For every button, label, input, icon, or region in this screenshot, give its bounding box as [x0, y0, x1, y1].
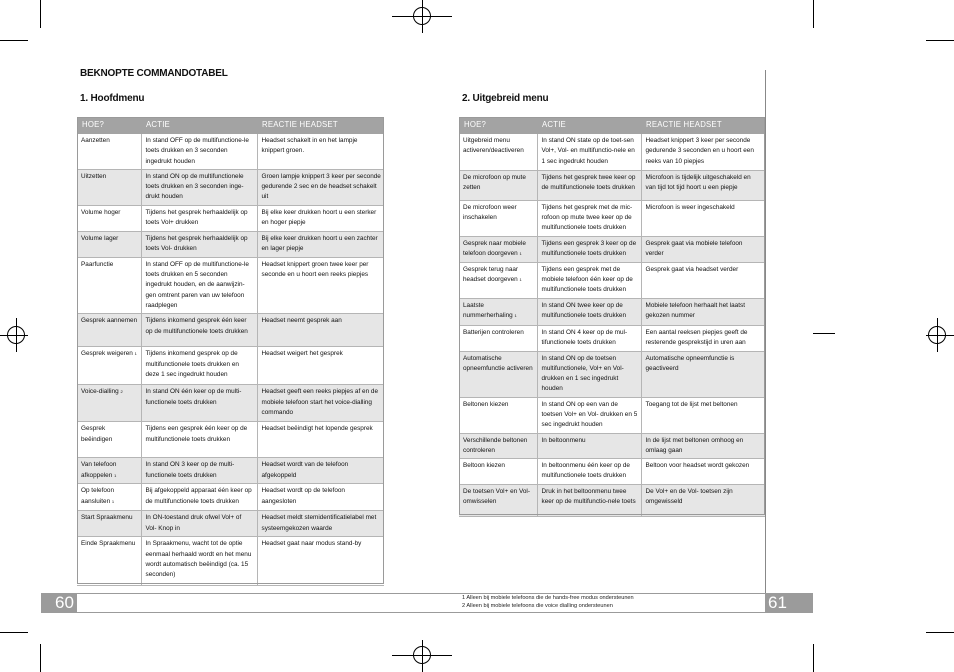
cell-hoe-text: Gesprek terug naar headset doorgeven [463, 265, 519, 283]
cell-hoe-text: Batterijen controleren [463, 328, 524, 336]
footnote: 1 Alleen bij mobiele telefoons die de hands-free modus ondersteunen [462, 595, 634, 601]
cell-actie: In beltoonmenu [537, 433, 641, 459]
cell-actie: Druk in het beltoonmenu twee keer op de multifunctio-nele toets [537, 485, 641, 517]
cell-actie: Tijdens het gesprek herhaaldelijk op toets Vol- drukken [141, 231, 257, 257]
cell-actie: In stand ON state op de toet-sen Vol+, Vol- en multifunctio-nele en 1 sec ingedrukt houden [537, 134, 641, 170]
cell-actie: Tijdens het gesprek twee keer op de multifunctionele toets drukken [537, 170, 641, 200]
section-heading-extended: 2. Uitgebreid menu [462, 93, 549, 104]
cell-actie: Tijdens het gesprek herhaaldelijk op toets Vol+ drukken [141, 205, 257, 231]
cell-hoe-text: Uitzetten [81, 172, 107, 180]
cell-actie: Tijdens een gesprek 3 keer op de multifunctionele toets drukken [537, 236, 641, 262]
cell-hoe-text: De microfoon op mute zetten [463, 173, 526, 191]
crop-mark [813, 644, 814, 672]
cell-reactie: Automatische opneemfunctie is geactiveerd [641, 351, 765, 397]
cell-hoe-text: Gesprek weigeren [81, 350, 133, 358]
cell-hoe-text: Van telefoon afkoppelen [81, 461, 117, 479]
cell-reactie: Toegang tot de lijst met beltonen [641, 397, 765, 433]
registration-mark [7, 326, 25, 344]
cell-hoe-text: Verschillende beltonen controleren [463, 436, 528, 454]
cell-actie: In stand ON op een van de toetsen Vol+ en Vol- drukken en 5 sec ingedrukt houden [537, 397, 641, 433]
cell-reactie: Headset knippert 3 keer per seconde gedurende 3 seconden en u hoort een reeks van 10 piepjes [641, 134, 765, 170]
cell-actie: In stand ON 3 keer op de multi-functionele toets drukken [141, 458, 257, 484]
cell-reactie: Headset beëindigt het lopende gesprek [257, 422, 384, 458]
page-number-left: 60 [41, 593, 77, 613]
cell-reactie: Bij elke keer drukken hoort u een sterker en hoger piepje [257, 205, 384, 231]
footer-rule [41, 593, 813, 594]
column-header: ACTIE [537, 117, 641, 134]
cell-hoe-text: Uitgebreid menu activeren/deactiveren [463, 137, 524, 155]
cell-reactie: Gesprek gaat via headset verder [641, 262, 765, 298]
cell-actie: In Spraakmenu, wacht tot de optie eenmaal herhaald wordt en het menu wordt automatisch beëindigd (ca. 15 seconden) [141, 537, 257, 586]
cell-reactie: Microfoon is tijdelijk uitgeschakeld en van tijd tot tijd hoort u een piepje [641, 170, 765, 200]
cell-actie: Bij afgekoppeld apparaat één keer op de multifunctionele toets drukken [141, 484, 257, 511]
cell-hoe-text: Beltonen kiezen [463, 400, 509, 408]
cell-hoe-text: Einde Spraakmenu [81, 540, 136, 548]
crop-mark [0, 632, 28, 633]
registration-mark [813, 333, 835, 334]
cell-reactie: Beltoon voor headset wordt gekozen [641, 459, 765, 485]
cell-actie: In stand ON op de multifunctionele toets drukken en 3 seconden inge-drukt houden [141, 169, 257, 205]
cell-hoe-text: Paarfunctie [81, 260, 114, 268]
cell-actie: In ON-toestand druk ofwel Vol+ of Vol- Knop in [141, 511, 257, 537]
footnote-ref: 1 [134, 351, 137, 357]
cell-actie: Tijdens een gesprek met de mobiele telefoon één keer op de multifunctionele toets drukken [537, 262, 641, 298]
cell-reactie: In de lijst met beltonen omhoog en omlaag gaan [641, 433, 765, 459]
cell-reactie: Headset weigert het gesprek [257, 347, 384, 385]
footnote: 2 Alleen bij mobiele telefoons die voice dialling ondersteunen [462, 603, 613, 609]
cell-reactie: Headset geeft een reeks piepjes af en de mobiele telefoon start het voice-dialling commando [257, 385, 384, 422]
cell-reactie: Gesprek gaat via mobiele telefoon verder [641, 236, 765, 262]
cell-reactie: Headset neemt gesprek aan [257, 314, 384, 347]
crop-mark [926, 632, 954, 633]
crop-mark [40, 0, 41, 28]
cell-hoe-text: Op telefoon aansluiten [81, 487, 115, 505]
registration-mark [413, 646, 431, 664]
footnote-ref: 1 [514, 312, 517, 318]
cell-hoe-text: Volume hoger [81, 208, 121, 216]
cell-reactie: Headset meldt stemidentificatielabel met systeemgekozen waarde [257, 511, 384, 537]
cell-reactie: Headset knippert groen twee keer per seconde en u hoort een reeks piepjes [257, 257, 384, 313]
cell-reactie: Headset gaat naar modus stand-by [257, 537, 384, 586]
crop-mark [40, 644, 41, 672]
crop-mark [926, 40, 954, 41]
cell-reactie: Microfoon is weer ingeschakeld [641, 200, 765, 236]
registration-mark [928, 326, 946, 344]
cell-actie: Tijdens inkomend gesprek op de multifunctionele toets drukken en deze 1 sec ingedrukt houden [141, 347, 257, 385]
cell-hoe-text: Laatste nummerherhaling [463, 301, 513, 319]
column-header: ACTIE [141, 117, 257, 134]
main-table-frame [77, 117, 384, 584]
cell-hoe-text: Gesprek aannemen [81, 317, 138, 325]
page-number-right: 61 [765, 593, 813, 613]
cell-hoe-text: Gesprek beëindigen [81, 425, 113, 443]
registration-mark [413, 7, 431, 25]
cell-reactie: Headset wordt van de telefoon afgekoppeld [257, 458, 384, 484]
cell-reactie: Mobiele telefoon herhaalt het laatst gekozen nummer [641, 298, 765, 325]
cell-reactie: Groen lampje knippert 3 keer per seconde gedurende 2 sec en de headset schakelt uit [257, 169, 384, 205]
footer-rule [41, 612, 813, 613]
section-heading-main: 1. Hoofdmenu [80, 93, 145, 104]
cell-actie: In stand OFF op de multifunctione-le toets drukken en 3 seconden ingedrukt houden [141, 134, 257, 169]
cell-hoe-text: Voice-dialling [81, 388, 119, 396]
cell-hoe-text: Gesprek naar mobiele telefoon doorgeven [463, 239, 526, 257]
column-header: HOE? [459, 117, 537, 134]
cell-hoe-text: Aanzetten [81, 137, 110, 144]
cell-reactie: Headset wordt op de telefoon aangesloten [257, 484, 384, 511]
crop-mark [0, 40, 28, 41]
cell-actie: Tijdens inkomend gesprek één keer op de multifunctionele toets drukken [141, 314, 257, 347]
cell-hoe-text: Volume lager [81, 234, 119, 242]
footnote-ref: 1 [519, 276, 522, 282]
footnote-ref: 1 [111, 498, 115, 504]
cell-actie: In stand OFF op de multifunctione-le toets drukken en 5 seconden ingedrukt houden, en de aanwijzin-gen omtrent paren van uw telefoon raadplegen [141, 257, 257, 313]
cell-hoe-text: De toetsen Vol+ en Vol- omwisselen [463, 488, 530, 506]
cell-hoe-text: Start Spraakmenu [81, 514, 133, 522]
cell-actie: In stand ON 4 keer op de mul-tifunctionele toets drukken [537, 325, 641, 351]
cell-actie: Tijdens een gesprek één keer op de multifunctionele toets drukken [141, 422, 257, 458]
column-header: REACTIE HEADSET [641, 117, 765, 134]
extended-table-frame [459, 117, 765, 515]
footnote-ref: 1 [114, 472, 117, 478]
spine-line [765, 70, 766, 610]
column-header: REACTIE HEADSET [257, 117, 384, 134]
column-header: HOE? [77, 117, 141, 134]
cell-hoe-text: Beltoon kiezen [463, 462, 505, 470]
cell-actie: In beltoonmenu één keer op de multifunctionele toets drukken [537, 459, 641, 485]
document-title: BEKNOPTE COMMANDOTABEL [80, 68, 228, 79]
cell-actie: In stand ON één keer op de multi-functionele toets drukken [141, 385, 257, 422]
cell-reactie: De Vol+ en de Vol- toetsen zijn omgewisseld [641, 485, 765, 517]
cell-actie: In stand ON op de toetsen multifunctionele, Vol+ en Vol- drukken en 1 sec ingedrukt houden [537, 351, 641, 397]
cell-reactie: Bij elke keer drukken hoort u een zachter en lager piepje [257, 231, 384, 257]
cell-reactie: Headset schakelt in en het lampje knippert groen. [257, 134, 384, 169]
cell-actie: In stand ON twee keer op de multifunctionele toets drukken [537, 298, 641, 325]
crop-mark [813, 0, 814, 28]
footnote-ref: 2 [120, 389, 123, 395]
cell-hoe-text: Automatische opneemfunctie activeren [463, 354, 533, 372]
footnote-ref: 1 [519, 250, 522, 256]
cell-reactie: Een aantal reeksen piepjes geeft de resterende gesprekstijd in uren aan [641, 325, 765, 351]
cell-actie: Tijdens het gesprek met de mic-rofoon op mute twee keer op de multifunctionele toets drukken [537, 200, 641, 236]
cell-hoe-text: De microfoon weer inschakelen [463, 203, 517, 221]
